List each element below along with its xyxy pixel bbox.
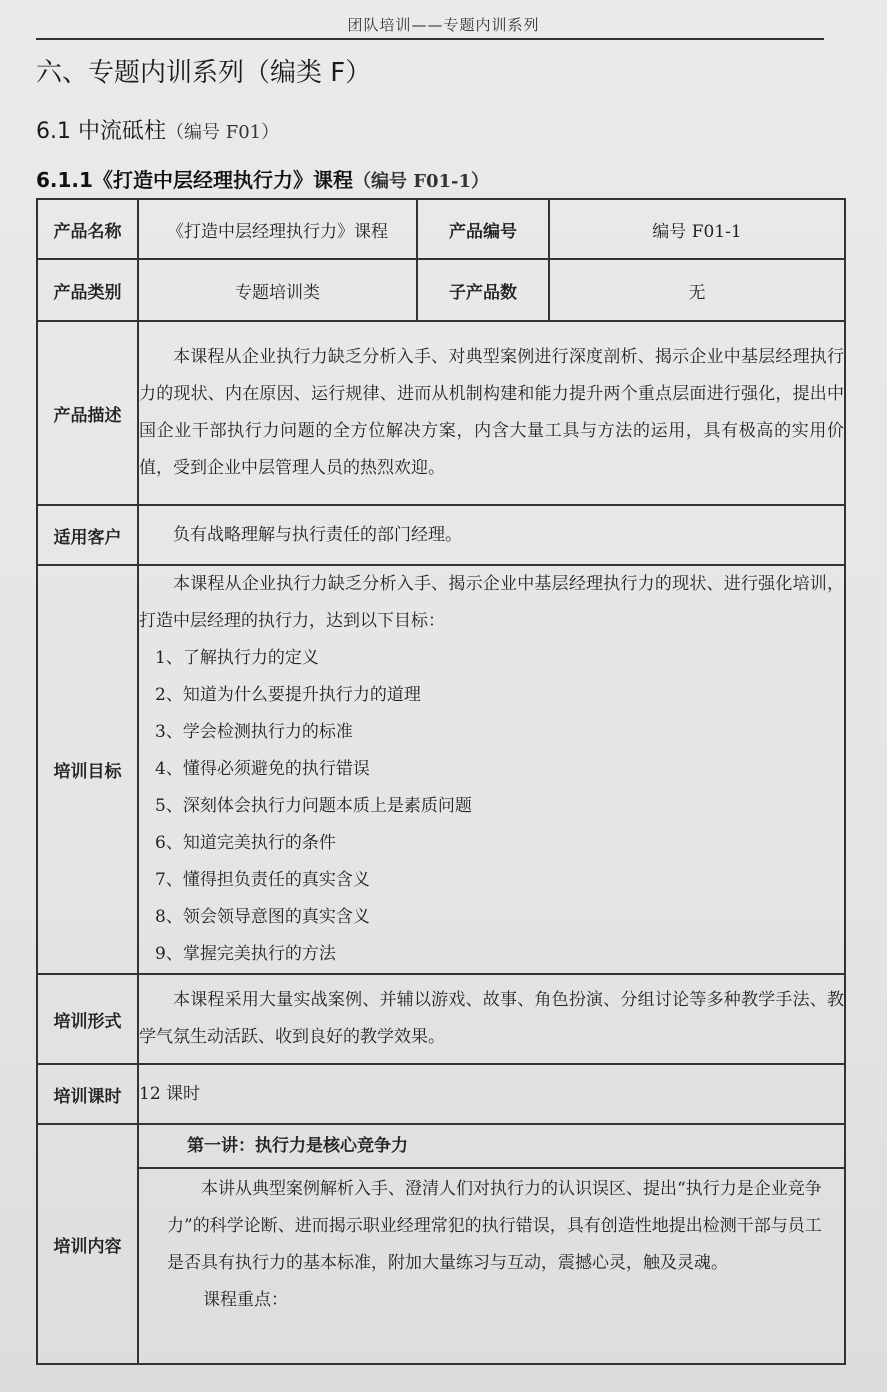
sub-count-value: 无 [549, 259, 845, 321]
list-item: 7、懂得担负责任的真实含义 [155, 870, 370, 890]
lecture-title: 第一讲：执行力是核心竞争力 [139, 1125, 844, 1169]
goals-intro: 本课程从企业执行力缺乏分析入手、揭示企业中基层经理执行力的现状、进行强化培训，打造中层经理的执行力，达到以下目标： [139, 574, 844, 631]
table-row [37, 565, 845, 974]
table-row [37, 974, 845, 1064]
table-row [37, 259, 845, 321]
table-row [37, 1124, 845, 1364]
list-item: 2、知道为什么要提升执行力的道理 [155, 685, 421, 705]
subsection-code: （编号 F01） [165, 122, 280, 143]
goals-label: 培训目标 [37, 565, 138, 974]
list-item: 9、掌握完美执行的方法 [155, 944, 336, 964]
subsection-heading [36, 114, 279, 145]
header-rule [36, 38, 824, 40]
list-item: 5、深刻体会执行力问题本质上是素质问题 [155, 796, 472, 816]
course-spec-table [36, 198, 846, 1365]
format-label: 培训形式 [37, 974, 138, 1064]
product-name-label: 产品名称 [37, 199, 138, 259]
list-item: 1、了解执行力的定义 [155, 648, 319, 668]
content-cell [138, 1124, 845, 1364]
course-heading [36, 164, 489, 193]
course-code: （编号 F01-1） [352, 171, 490, 192]
list-item: 6、知道完美执行的条件 [155, 833, 336, 853]
table-row [37, 199, 845, 259]
product-name-value: 《打造中层经理执行力》课程 [138, 199, 417, 259]
lecture-key-points: 课程重点： [203, 1290, 288, 1310]
course-title: 6.1.1《打造中层经理执行力》课程 [36, 168, 353, 192]
lecture-body: 本讲从典型案例解析入手、澄清人们对执行力的认识误区、提出“执行力是企业竞争力”的科学论断、进而揭示职业经理常犯的执行错误，具有创造性地提出检测干部与员工是否具有执行力的基本标准，附加大量练习与互动，震撼心灵，触及灵魂。 [167, 1179, 822, 1273]
list-item: 4、懂得必须避免的执行错误 [155, 759, 370, 779]
table-row [37, 1064, 845, 1124]
section-heading: 六、专题内训系列（编类 F） [36, 58, 372, 88]
table-row [37, 321, 845, 505]
category-value: 专题培训类 [138, 259, 417, 321]
description-label: 产品描述 [37, 321, 138, 505]
content-label: 培训内容 [37, 1124, 138, 1364]
clients-label: 适用客户 [37, 505, 138, 565]
product-code-value: 编号 F01-1 [549, 199, 845, 259]
subsection-title: 6.1 中流砥柱 [36, 119, 166, 144]
product-code-label: 产品编号 [417, 199, 549, 259]
hours-value: 12 课时 [138, 1064, 845, 1124]
sub-count-label: 子产品数 [417, 259, 549, 321]
list-item: 3、学会检测执行力的标准 [155, 722, 353, 742]
format-value: 本课程采用大量实战案例、并辅以游戏、故事、角色扮演、分组讨论等多种教学手法、教学气氛生动活跃、收到良好的教学效果。 [138, 974, 845, 1064]
category-label: 产品类别 [37, 259, 138, 321]
hours-label: 培训课时 [37, 1064, 138, 1124]
clients-value: 负有战略理解与执行责任的部门经理。 [138, 505, 845, 565]
table-row [37, 505, 845, 565]
goals-cell [138, 565, 845, 974]
list-item: 8、领会领导意图的真实含义 [155, 907, 370, 927]
goals-list [139, 640, 844, 973]
running-header: 团队培训——专题内训系列 [347, 16, 540, 34]
description-value: 本课程从企业执行力缺乏分析入手、对典型案例进行深度剖析、揭示企业中基层经理执行力的现状、内在原因、运行规律、进而从机制构建和能力提升两个重点层面进行强化，提出中国企业干部执行力问题的全方位解决方案，内含大量工具与方法的运用，具有极高的实用价值，受到企业中层管理人员的热烈欢迎。 [138, 321, 845, 505]
